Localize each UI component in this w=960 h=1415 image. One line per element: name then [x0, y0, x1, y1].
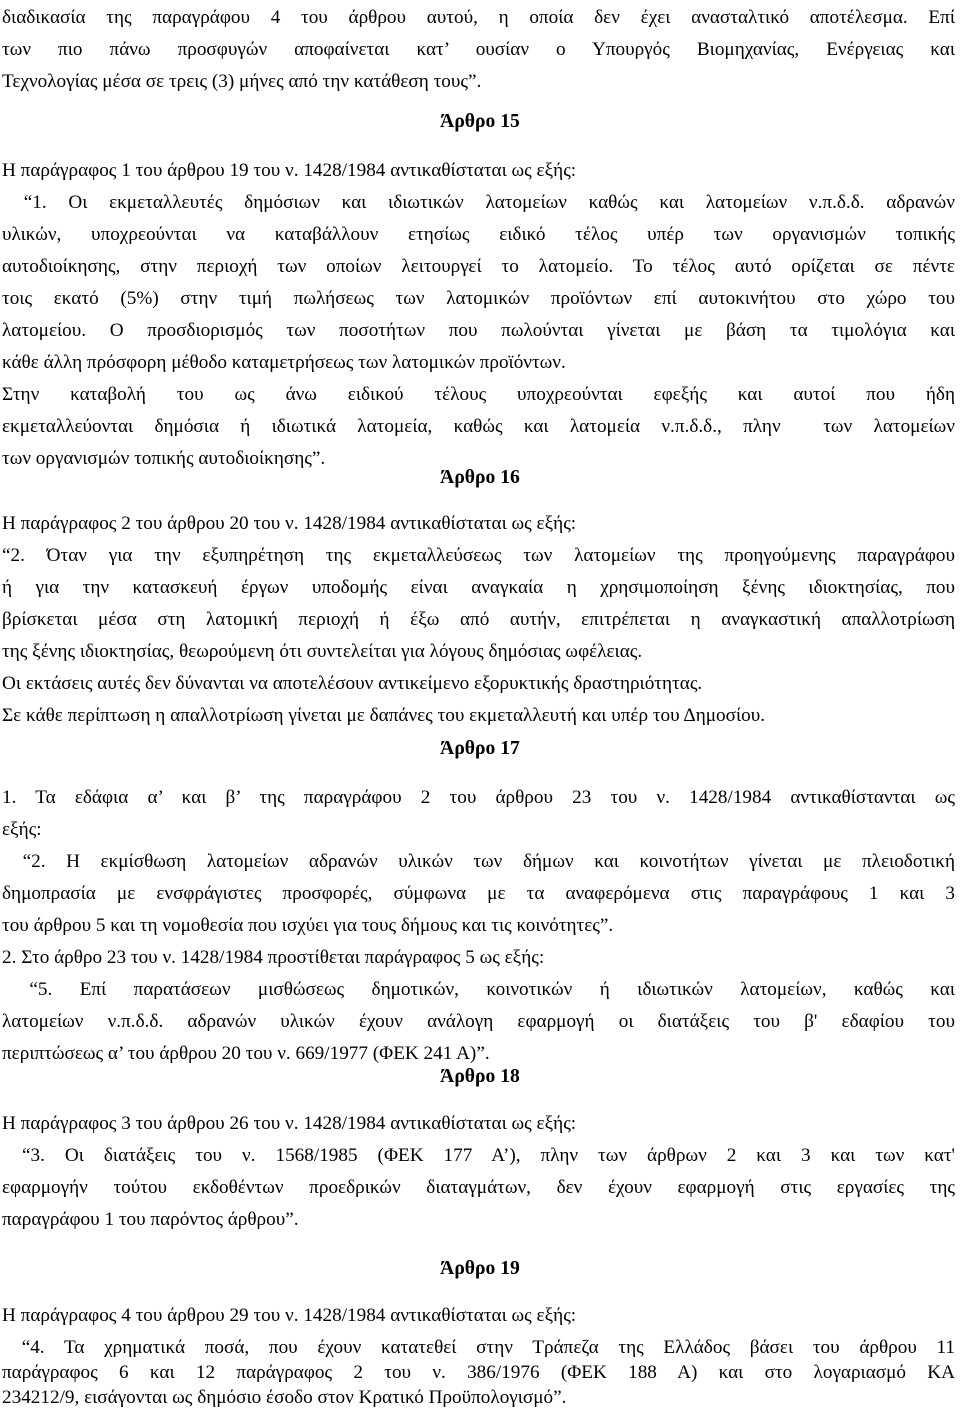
article-heading: Άρθρο 19 — [440, 1258, 520, 1279]
paragraph-line: εκμεταλλεύονται δημόσια ή ιδιωτικά λατομεία, καθώς και λατομεία ν.π.δ.δ., πλην των λατομείων — [2, 416, 955, 437]
paragraph-line: εφαρμογήν τούτου εκδοθέντων προεδρικών διαταγμάτων, δεν έχουν εφαρμογή στις εργασίες της — [2, 1177, 955, 1198]
article-heading: Άρθρο 17 — [440, 738, 520, 759]
paragraph-line: Τεχνολογίας μέσα σε τρεις (3) μήνες από την κατάθεση τους”. — [2, 71, 482, 92]
paragraph-line: 234212/9, εισάγονται ως δημόσιο έσοδο στον Κρατικό Προϋπολογισμό”. — [2, 1387, 567, 1408]
article-heading: Άρθρο 18 — [440, 1066, 520, 1087]
paragraph-line: 2. Στο άρθρο 23 του ν. 1428/1984 προστίθεται παράγραφος 5 ως εξής: — [2, 947, 545, 968]
paragraph-line: διαδικασία της παραγράφου 4 του άρθρου αυτού, η οποία δεν έχει ανασταλτικό αποτέλεσμα. Επί — [2, 7, 955, 28]
paragraph-line: λατομείων ν.π.δ.δ. αδρανών υλικών έχουν ανάλογη εφαρμογή οι διατάξεις του β' εδαφίου του — [2, 1011, 955, 1032]
paragraph-line: παράγραφος 6 και 12 παράγραφος 2 του ν. 386/1976 (ΦΕΚ 188 Α) και στο λογαριασμό ΚΑ — [2, 1362, 955, 1383]
paragraph-line: κάθε άλλη πρόσφορη μέθοδο καταμετρήσεως των λατομικών προϊόντων. — [2, 352, 566, 373]
paragraph-line: ή για την κατασκευή έργων υποδομής είναι αναγκαία η χρησιμοποίηση ξένης ιδιοκτησίας, που — [2, 577, 955, 598]
paragraph-line: Στην καταβολή του ως άνω ειδικού τέλους υποχρεούνται εφεξής και αυτοί που ήδη — [2, 384, 955, 405]
paragraph-line: “3. Οι διατάξεις του ν. 1568/1985 (ΦΕΚ 177 Α’), πλην των άρθρων 2 και 3 και των κατ' — [2, 1145, 955, 1166]
article-heading: Άρθρο 15 — [440, 111, 520, 132]
paragraph-line: Η παράγραφος 3 του άρθρου 26 του ν. 1428/1984 αντικαθίσταται ως εξής: — [2, 1113, 577, 1134]
paragraph-line: παραγράφου 1 του παρόντος άρθρου”. — [2, 1209, 299, 1230]
paragraph-line: “4. Τα χρηματικά ποσά, που έχουν κατατεθεί στην Τράπεζα της Ελλάδος βάσει του άρθρου 11 — [2, 1337, 955, 1358]
paragraph-line: δημοπρασία με ενσφράγιστες προσφορές, σύμφωνα με τα αναφερόμενα στις παραγράφους 1 και 3 — [2, 883, 955, 904]
paragraph-line: των οργανισμών τοπικής αυτοδιοίκησης”. — [2, 448, 326, 469]
paragraph-line: λατομείου. Ο προσδιορισμός των ποσοτήτων που πωλούνται γίνεται με βάση τα τιμολόγια και — [2, 320, 955, 341]
paragraph-line: Οι εκτάσεις αυτές δεν δύνανται να αποτελέσουν αντικείμενο εξορυκτικής δραστηριότητας. — [2, 673, 703, 694]
paragraph-line: βρίσκεται μέσα στη λατομική περιοχή ή έξω από αυτήν, επιτρέπεται η αναγκαστική απαλλοτρίωση — [2, 609, 955, 630]
paragraph-line: υλικών, υποχρεούνται να καταβάλλουν ετησίως ειδικό τέλος υπέρ των οργανισμών τοπικής — [2, 224, 955, 245]
paragraph-line: Η παράγραφος 1 του άρθρου 19 του ν. 1428/1984 αντικαθίσταται ως εξής: — [2, 160, 577, 181]
paragraph-line: “1. Οι εκμεταλλευτές δημόσιων και ιδιωτικών λατομείων καθώς και λατομείων ν.π.δ.δ. αδρανών — [2, 192, 955, 213]
paragraph-line: Η παράγραφος 2 του άρθρου 20 του ν. 1428/1984 αντικαθίσταται ως εξής: — [2, 513, 577, 534]
paragraph-line: του άρθρου 5 και τη νομοθεσία που ισχύει για τους δήμους και τις κοινότητες”. — [2, 915, 614, 936]
paragraph-line: των πιο πάνω προσφυγών αποφαίνεται κατ’ ουσίαν ο Υπουργός Βιομηχανίας, Ενέργειας και — [2, 39, 955, 60]
paragraph-line: Σε κάθε περίπτωση η απαλλοτρίωση γίνεται με δαπάνες του εκμεταλλευτή και υπέρ του Δημοσίου. — [2, 705, 766, 726]
paragraph-line: “2. Όταν για την εξυπηρέτηση της εκμεταλλεύσεως των λατομείων της προηγούμενης παραγράφου — [2, 545, 955, 566]
paragraph-line: Η παράγραφος 4 του άρθρου 29 του ν. 1428/1984 αντικαθίσταται ως εξής: — [2, 1305, 577, 1326]
paragraph-line: περιπτώσεως α’ του άρθρου 20 του ν. 669/1977 (ΦΕΚ 241 Α)”. — [2, 1043, 490, 1064]
paragraph-line: “2. Η εκμίσθωση λατομείων αδρανών υλικών των δήμων και κοινοτήτων γίνεται με πλειοδοτική — [2, 851, 955, 872]
article-heading: Άρθρο 16 — [440, 467, 520, 488]
paragraph-line: εξής: — [2, 819, 42, 840]
paragraph-line: “5. Επί παρατάσεων μισθώσεως δημοτικών, κοινοτικών ή ιδιωτικών λατομείων, καθώς και — [2, 979, 955, 1000]
paragraph-line: της ξένης ιδιοκτησίας, θεωρούμενη ότι συντελείται για λόγους δημόσιας ωφέλειας. — [2, 641, 643, 662]
paragraph-line: 1. Τα εδάφια α’ και β’ της παραγράφου 2 του άρθρου 23 του ν. 1428/1984 αντικαθίστανται ως — [2, 787, 955, 808]
paragraph-line: τοις εκατό (5%) στην τιμή πωλήσεως των λατομικών προϊόντων επί αυτοκινήτου στο χώρο του — [2, 288, 955, 309]
paragraph-line: αυτοδιοίκησης, στην περιοχή των οποίων λειτουργεί το λατομείο. Το τέλος αυτό ορίζεται σε πέντε — [2, 256, 955, 277]
